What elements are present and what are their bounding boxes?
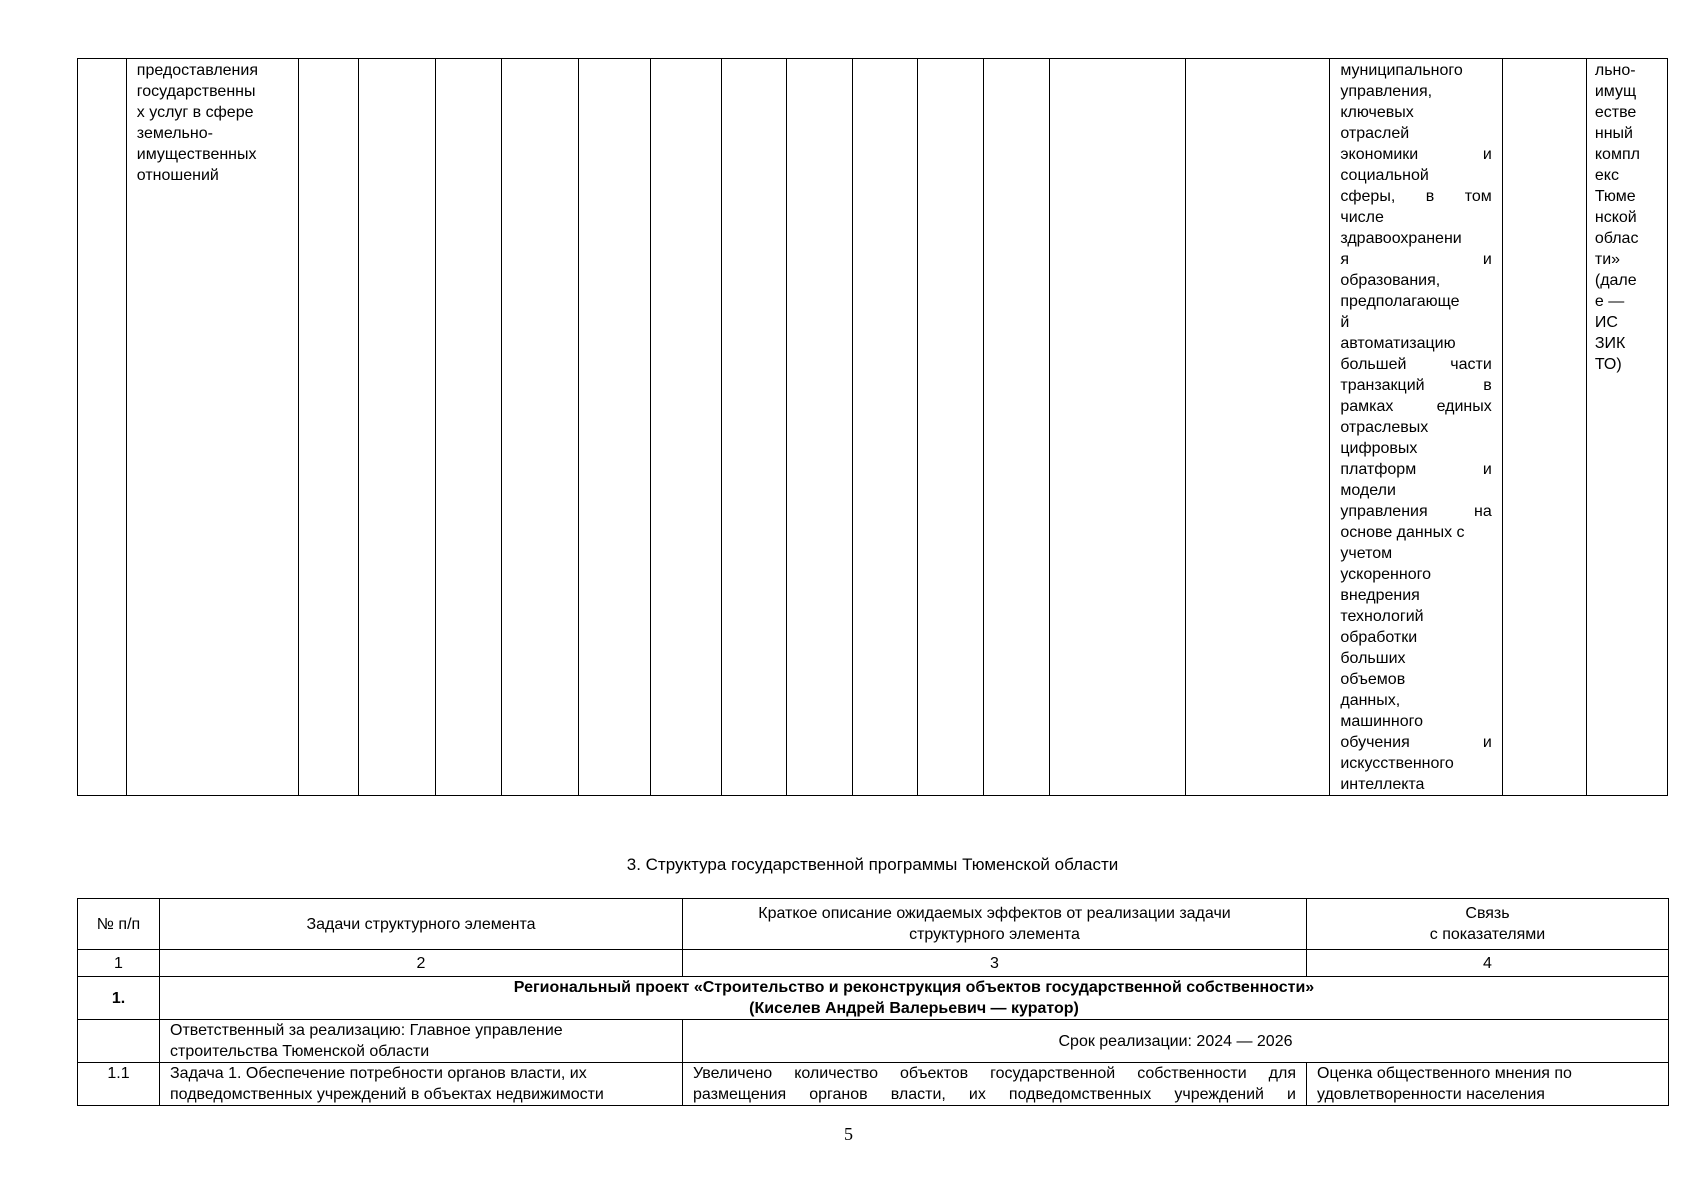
table-cell-digital-transformation: муниципального управления, ключевых отраслей экономики и социальной сферы, в том числе здравоохранени я и образования, предполагающе й автоматизацию большей части транзакций в рамках единых отраслевых цифровых платформ и модели управления на основе данных с учетом ускоренного внедрения технологий обработки больших объемов данных, машинного обучения и искусственного интеллекта — [1330, 59, 1502, 796]
task-number: 1.1 — [78, 1063, 160, 1106]
table-cell — [651, 59, 722, 796]
continuation-table — [77, 58, 1668, 796]
table-cell — [501, 59, 578, 796]
header-effects: Краткое описание ожидаемых эффектов от реализации задачи структурного элемента — [683, 899, 1307, 950]
table-cell-service-description: предоставления государственны х услуг в сфере земельно- имущественных отношений — [126, 59, 298, 796]
header-indicators: Связь с показателями — [1307, 899, 1669, 950]
table-cell — [918, 59, 983, 796]
header-row — [78, 899, 1669, 950]
header-number: № п/п — [78, 899, 160, 950]
table-row — [78, 59, 1668, 796]
task-row — [78, 1063, 1669, 1106]
table-cell — [578, 59, 651, 796]
table-cell — [852, 59, 917, 796]
numbering-row — [78, 950, 1669, 977]
col-number: 2 — [160, 950, 683, 977]
program-structure-table — [77, 898, 1669, 1106]
table-cell — [1186, 59, 1330, 796]
col-number: 4 — [1307, 950, 1669, 977]
table-cell — [436, 59, 501, 796]
table-cell — [1049, 59, 1185, 796]
responsible-row — [78, 1020, 1669, 1063]
table-cell — [787, 59, 852, 796]
section-title: Региональный проект «Строительство и реконструкция объектов государственной собственности» (Киселев Андрей Валерьевич — куратор) — [160, 977, 1669, 1020]
task-text: Задача 1. Обеспечение потребности органов власти, их подведомственных учреждений в объектах недвижимости — [160, 1063, 683, 1106]
col-number: 1 — [78, 950, 160, 977]
task-indicator: Оценка общественного мнения по удовлетворенности населения — [1307, 1063, 1669, 1106]
table-cell — [299, 59, 359, 796]
responsible-text: Ответственный за реализацию: Главное управление строительства Тюменской области — [160, 1020, 683, 1063]
section-number: 1. — [78, 977, 160, 1020]
task-effect: Увеличено количество объектов государственной собственности для размещения органов власти, их подведомственных учреждений и — [683, 1063, 1307, 1106]
table-cell-system-name: льно- имущ естве нный компл екс Тюме нской облас ти» (дале е — ИС ЗИК ТО) — [1586, 59, 1667, 796]
table-cell — [983, 59, 1049, 796]
table-cell — [1502, 59, 1586, 796]
col-number: 3 — [683, 950, 1307, 977]
page-number: 5 — [844, 1124, 853, 1144]
section-row — [78, 977, 1669, 1020]
header-tasks: Задачи структурного элемента — [160, 899, 683, 950]
period-text: Срок реализации: 2024 — 2026 — [683, 1020, 1669, 1063]
table-cell — [359, 59, 436, 796]
section-title: 3. Структура государственной программы Тюменской области — [626, 855, 1119, 874]
table-cell — [78, 1020, 160, 1063]
table-cell — [721, 59, 786, 796]
table-cell — [78, 59, 127, 796]
